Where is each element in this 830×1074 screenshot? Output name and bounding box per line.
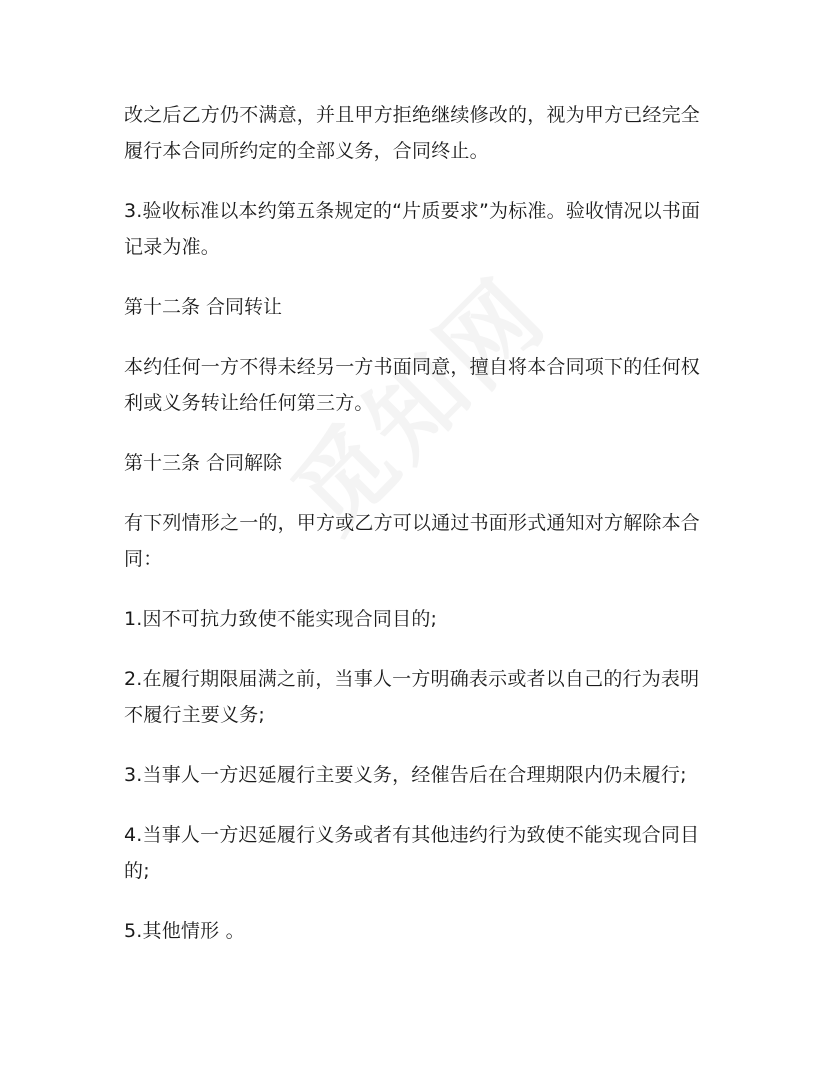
section-heading-13: 第十三条 合同解除 [124,452,283,474]
paragraph-transfer-clause: 本约任何一方不得未经另一方书面同意，擅自将本合同项下的任何权利或义务转让给任何第三方。 [124,356,701,414]
list-item-termination-5: 5.其他情形 。 [124,920,245,942]
paragraph-termination-intro: 有下列情形之一的，甲方或乙方可以通过书面形式通知对方解除本合同： [124,512,701,570]
list-item-termination-2: 2.在履行期限届满之前，当事人一方明确表示或者以自己的行为表明不履行主要义务; [124,668,700,726]
paragraph-contract-termination-condition: 改之后乙方仍不满意，并且甲方拒绝继续修改的，视为甲方已经完全履行本合同所约定的全部义务，合同终止。 [124,104,701,162]
list-item-termination-1: 1.因不可抗力致使不能实现合同目的; [124,608,438,630]
list-item-termination-4: 4.当事人一方迟延履行义务或者有其他违约行为致使不能实现合同目的; [124,824,700,882]
section-heading-12: 第十二条 合同转让 [124,296,283,318]
document-body [124,97,714,973]
list-item-termination-3: 3.当事人一方迟延履行主要义务，经催告后在合理期限内仍未履行; [124,764,687,786]
paragraph-acceptance-standard: 3.验收标准以本约第五条规定的“片质要求”为标准。验收情况以书面记录为准。 [124,200,701,258]
